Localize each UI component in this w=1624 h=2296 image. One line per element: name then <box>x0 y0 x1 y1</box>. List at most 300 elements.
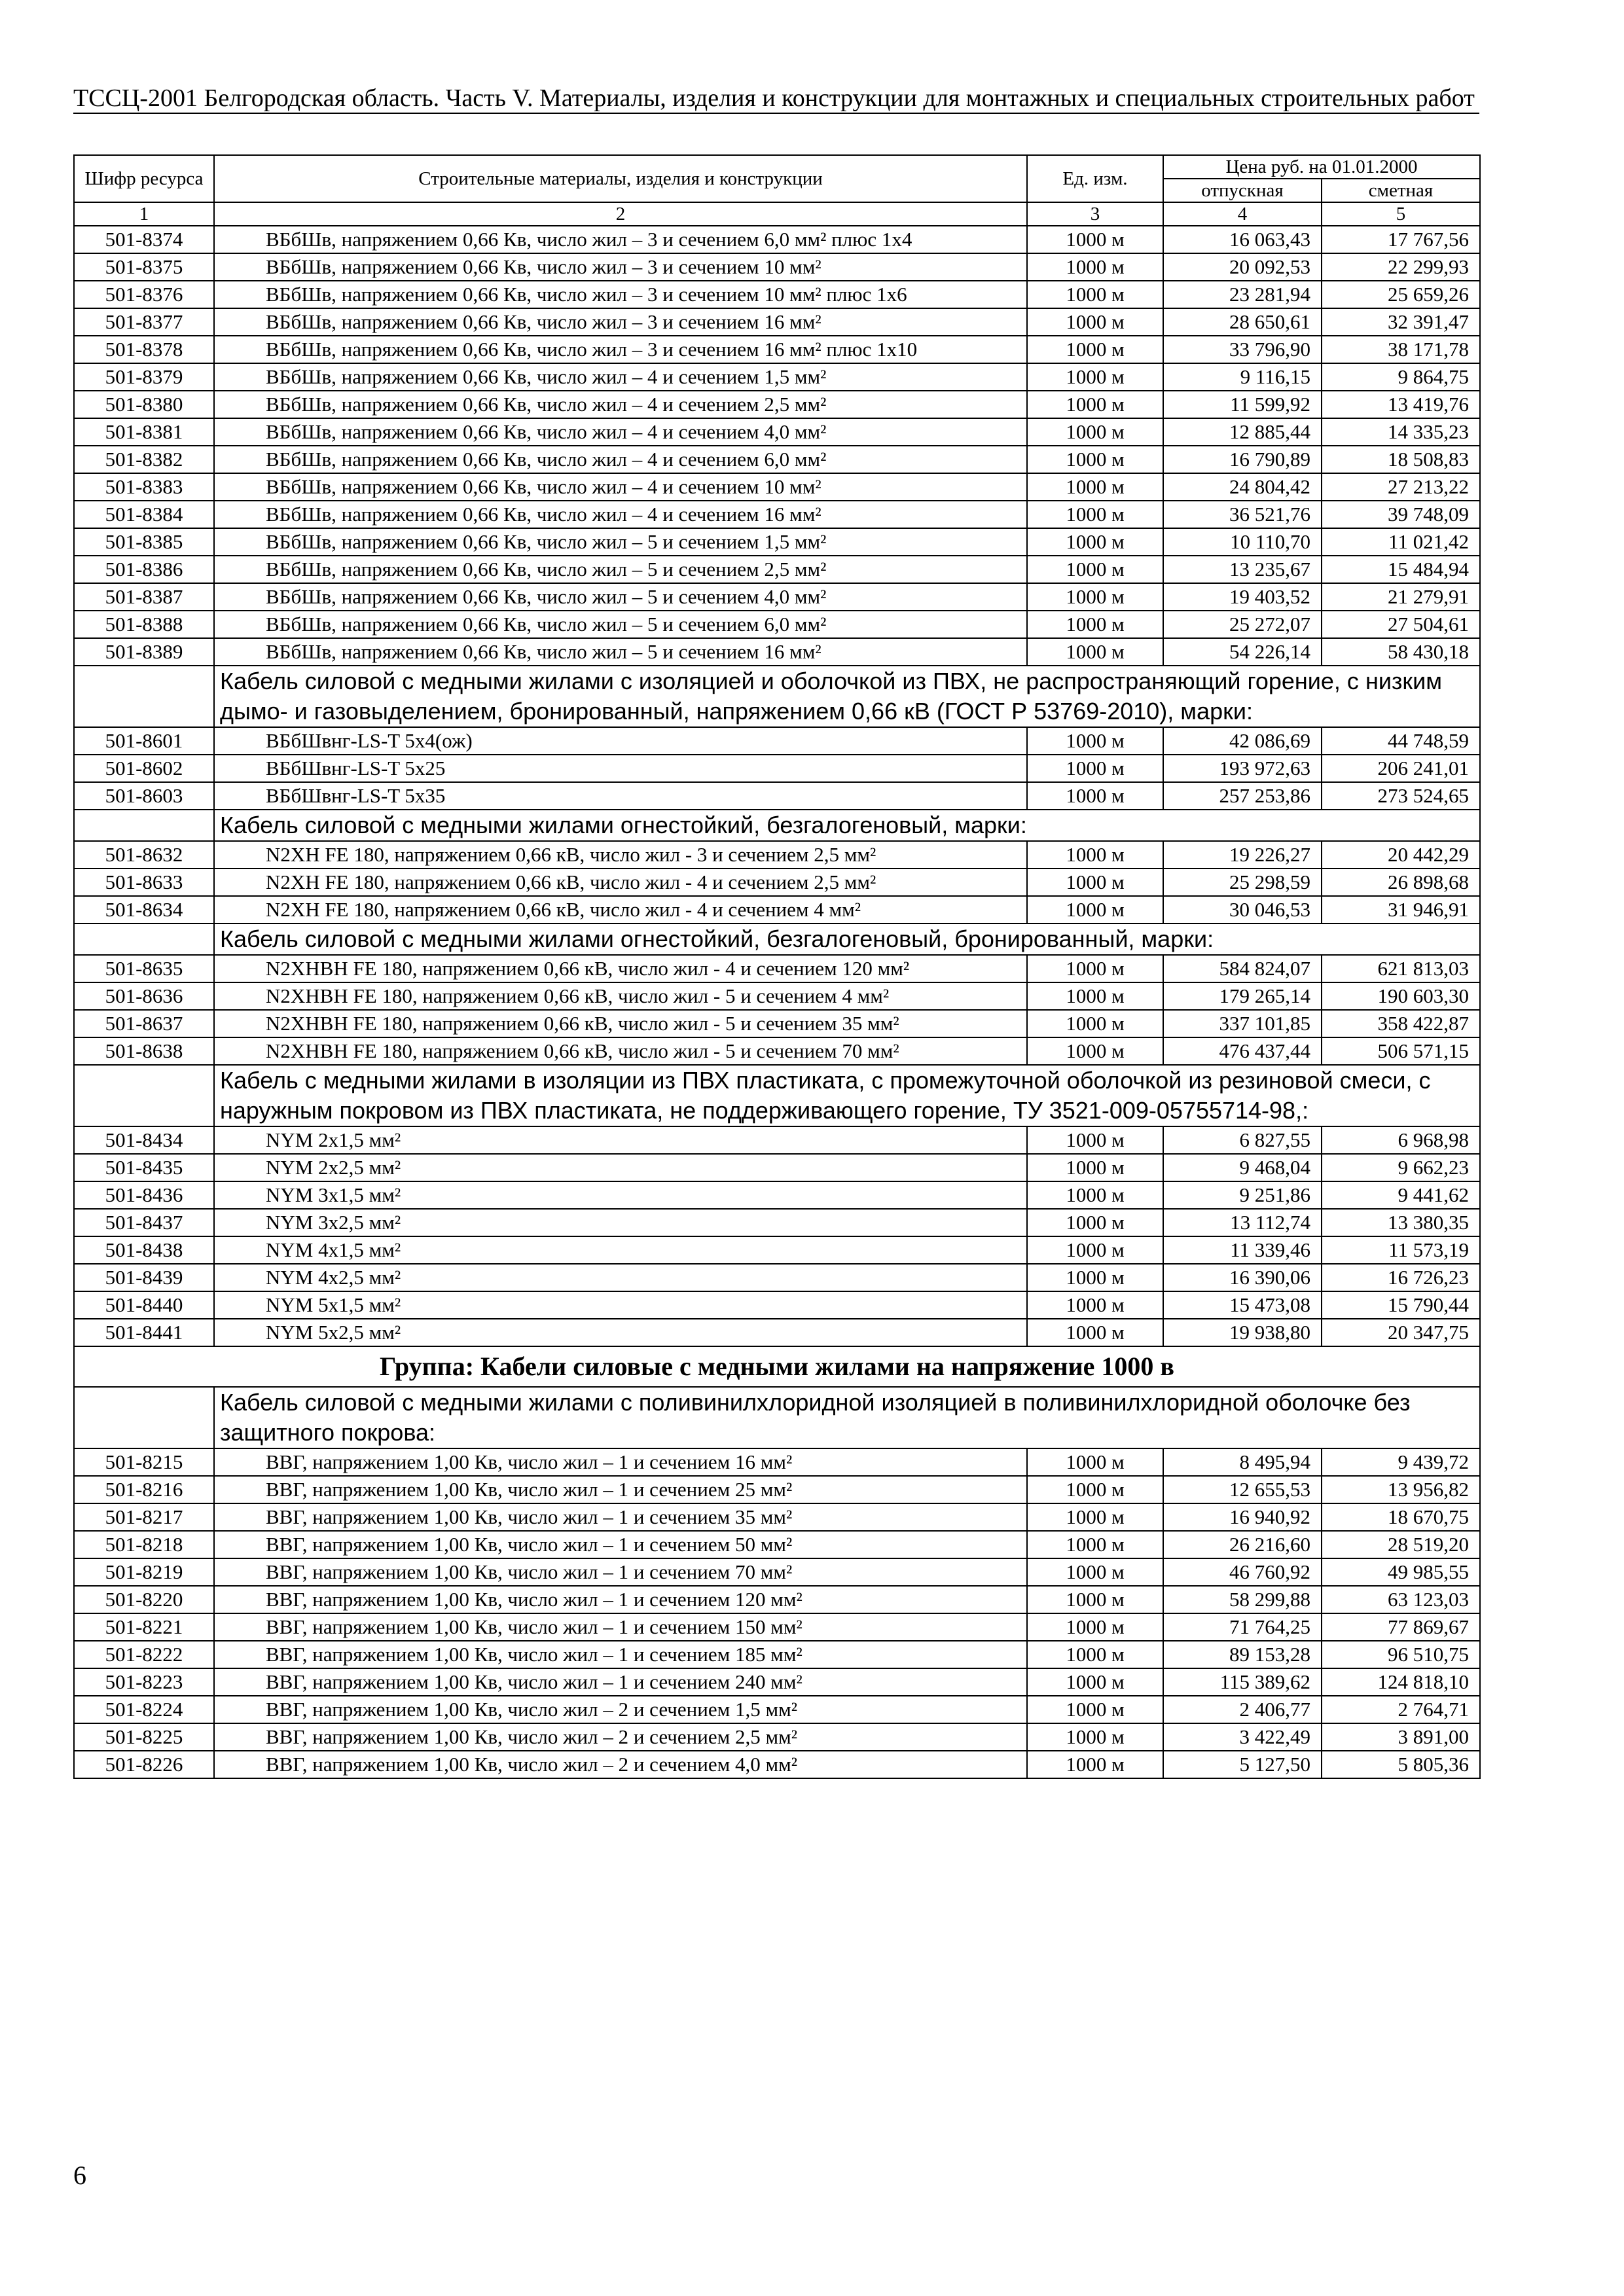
estimate-price: 77 869,67 <box>1322 1613 1480 1641</box>
unit-cell: 1000 м <box>1027 391 1163 418</box>
unit-cell: 1000 м <box>1027 336 1163 363</box>
resource-code: 501-8215 <box>74 1448 214 1476</box>
resource-code: 501-8379 <box>74 363 214 391</box>
section-label: Кабель силовой с медными жилами огнестойкий, безгалогеновый, бронированный, марки: <box>214 924 1480 955</box>
page-number: 6 <box>73 2161 86 2190</box>
material-name: ВБбШв, напряжением 0,66 Кв, число жил – 5 и сечением 2,5 мм² <box>214 556 1027 583</box>
release-price: 179 265,14 <box>1163 982 1322 1010</box>
material-name: ВБбШв, напряжением 0,66 Кв, число жил – 3 и сечением 6,0 мм² плюс 1х4 <box>214 226 1027 253</box>
release-price: 33 796,90 <box>1163 336 1322 363</box>
table-row <box>74 896 1480 924</box>
section-row <box>74 924 1480 955</box>
material-name: NYM 5х1,5 мм² <box>214 1291 1027 1319</box>
material-name: ВБбШв, напряжением 0,66 Кв, число жил – 3 и сечением 10 мм² <box>214 253 1027 281</box>
estimate-price: 22 299,93 <box>1322 253 1480 281</box>
estimate-price: 621 813,03 <box>1322 955 1480 982</box>
section-spacer <box>74 1065 214 1126</box>
release-price: 3 422,49 <box>1163 1723 1322 1751</box>
estimate-price: 9 662,23 <box>1322 1154 1480 1181</box>
section-label: Кабель силовой с медными жилами огнестойкий, безгалогеновый, марки: <box>214 810 1480 841</box>
table-row <box>74 1613 1480 1641</box>
resource-code: 501-8387 <box>74 583 214 611</box>
unit-cell: 1000 м <box>1027 473 1163 501</box>
material-name: ВВГ, напряжением 1,00 Кв, число жил – 2 и сечением 2,5 мм² <box>214 1723 1027 1751</box>
table-row <box>74 446 1480 473</box>
table-row <box>74 1531 1480 1558</box>
resource-code: 501-8217 <box>74 1503 214 1531</box>
table-row <box>74 1209 1480 1236</box>
material-name: N2XH FE 180, напряжением 0,66 кВ, число жил - 3 и сечением 2,5 мм² <box>214 841 1027 869</box>
release-price: 36 521,76 <box>1163 501 1322 528</box>
price-table <box>73 154 1481 1779</box>
unit-cell: 1000 м <box>1027 1126 1163 1154</box>
material-name: ВВГ, напряжением 1,00 Кв, число жил – 1 и сечением 185 мм² <box>214 1641 1027 1668</box>
release-price: 13 235,67 <box>1163 556 1322 583</box>
estimate-price: 39 748,09 <box>1322 501 1480 528</box>
resource-code: 501-8220 <box>74 1586 214 1613</box>
estimate-price: 20 442,29 <box>1322 841 1480 869</box>
unit-cell: 1000 м <box>1027 226 1163 253</box>
material-name: ВВГ, напряжением 1,00 Кв, число жил – 1 и сечением 70 мм² <box>214 1558 1027 1586</box>
estimate-price: 506 571,15 <box>1322 1037 1480 1065</box>
release-price: 337 101,85 <box>1163 1010 1322 1037</box>
release-price: 19 226,27 <box>1163 841 1322 869</box>
material-name: ВБбШв, напряжением 0,66 Кв, число жил – 5 и сечением 4,0 мм² <box>214 583 1027 611</box>
estimate-price: 16 726,23 <box>1322 1264 1480 1291</box>
resource-code: 501-8632 <box>74 841 214 869</box>
unit-cell: 1000 м <box>1027 583 1163 611</box>
material-name: ВВГ, напряжением 1,00 Кв, число жил – 1 и сечением 35 мм² <box>214 1503 1027 1531</box>
release-price: 11 339,46 <box>1163 1236 1322 1264</box>
release-price: 46 760,92 <box>1163 1558 1322 1586</box>
release-price: 12 885,44 <box>1163 418 1322 446</box>
unit-cell: 1000 м <box>1027 1668 1163 1696</box>
unit-cell: 1000 м <box>1027 556 1163 583</box>
unit-cell: 1000 м <box>1027 1558 1163 1586</box>
material-name: ВВГ, напряжением 1,00 Кв, число жил – 1 и сечением 50 мм² <box>214 1531 1027 1558</box>
release-price: 9 468,04 <box>1163 1154 1322 1181</box>
release-price: 19 403,52 <box>1163 583 1322 611</box>
material-name: ВБбШв, напряжением 0,66 Кв, число жил – 3 и сечением 16 мм² плюс 1х10 <box>214 336 1027 363</box>
resource-code: 501-8638 <box>74 1037 214 1065</box>
release-price: 9 116,15 <box>1163 363 1322 391</box>
table-row <box>74 611 1480 638</box>
estimate-price: 49 985,55 <box>1322 1558 1480 1586</box>
unit-cell: 1000 м <box>1027 1531 1163 1558</box>
release-price: 89 153,28 <box>1163 1641 1322 1668</box>
release-price: 476 437,44 <box>1163 1037 1322 1065</box>
section-row <box>74 810 1480 841</box>
unit-cell: 1000 м <box>1027 1010 1163 1037</box>
unit-cell: 1000 м <box>1027 253 1163 281</box>
release-price: 23 281,94 <box>1163 281 1322 308</box>
material-name: N2XHBH FE 180, напряжением 0,66 кВ, число жил - 5 и сечением 35 мм² <box>214 1010 1027 1037</box>
resource-code: 501-8601 <box>74 727 214 755</box>
unit-cell: 1000 м <box>1027 1613 1163 1641</box>
resource-code: 501-8226 <box>74 1751 214 1778</box>
unit-cell: 1000 м <box>1027 363 1163 391</box>
table-row <box>74 982 1480 1010</box>
table-row <box>74 226 1480 253</box>
estimate-price: 27 504,61 <box>1322 611 1480 638</box>
resource-code: 501-8434 <box>74 1126 214 1154</box>
material-name: NYM 2х2,5 мм² <box>214 1154 1027 1181</box>
release-price: 42 086,69 <box>1163 727 1322 755</box>
estimate-price: 15 484,94 <box>1322 556 1480 583</box>
resource-code: 501-8383 <box>74 473 214 501</box>
estimate-price: 13 419,76 <box>1322 391 1480 418</box>
estimate-price: 18 508,83 <box>1322 446 1480 473</box>
section-label: Кабель силовой с медными жилами с поливинилхлоридной изоляцией в поливинилхлоридной оболочке без защитного покрова: <box>214 1387 1480 1448</box>
table-row <box>74 1181 1480 1209</box>
unit-cell: 1000 м <box>1027 1503 1163 1531</box>
estimate-price: 25 659,26 <box>1322 281 1480 308</box>
unit-cell: 1000 м <box>1027 1586 1163 1613</box>
estimate-price: 2 764,71 <box>1322 1696 1480 1723</box>
material-name: ВБбШв, напряжением 0,66 Кв, число жил – 4 и сечением 10 мм² <box>214 473 1027 501</box>
table-row <box>74 1723 1480 1751</box>
resource-code: 501-8440 <box>74 1291 214 1319</box>
table-header <box>74 155 1480 226</box>
estimate-price: 273 524,65 <box>1322 782 1480 810</box>
estimate-price: 358 422,87 <box>1322 1010 1480 1037</box>
unit-cell: 1000 м <box>1027 782 1163 810</box>
material-name: ВВГ, напряжением 1,00 Кв, число жил – 1 и сечением 120 мм² <box>214 1586 1027 1613</box>
section-label: Кабель силовой с медными жилами с изоляцией и оболочкой из ПВХ, не распространяющий горение, с низким дымо- и газовыделением, бронированный, напряжением 0,66 кВ (ГОСТ Р 53769-2010), марки: <box>214 666 1480 727</box>
table-row <box>74 1476 1480 1503</box>
release-price: 9 251,86 <box>1163 1181 1322 1209</box>
resource-code: 501-8224 <box>74 1696 214 1723</box>
estimate-price: 32 391,47 <box>1322 308 1480 336</box>
estimate-price: 6 968,98 <box>1322 1126 1480 1154</box>
material-name: N2XH FE 180, напряжением 0,66 кВ, число жил - 4 и сечением 4 мм² <box>214 896 1027 924</box>
resource-code: 501-8602 <box>74 755 214 782</box>
unit-cell: 1000 м <box>1027 1209 1163 1236</box>
release-price: 30 046,53 <box>1163 896 1322 924</box>
release-price: 16 063,43 <box>1163 226 1322 253</box>
table-row <box>74 869 1480 896</box>
table-row <box>74 638 1480 666</box>
unit-cell: 1000 м <box>1027 1264 1163 1291</box>
estimate-price: 58 430,18 <box>1322 638 1480 666</box>
release-price: 16 940,92 <box>1163 1503 1322 1531</box>
table-row <box>74 253 1480 281</box>
resource-code: 501-8436 <box>74 1181 214 1209</box>
release-price: 20 092,53 <box>1163 253 1322 281</box>
release-price: 54 226,14 <box>1163 638 1322 666</box>
resource-code: 501-8219 <box>74 1558 214 1586</box>
release-price: 584 824,07 <box>1163 955 1322 982</box>
unit-cell: 1000 м <box>1027 638 1163 666</box>
resource-code: 501-8216 <box>74 1476 214 1503</box>
material-name: ВБбШв, напряжением 0,66 Кв, число жил – 4 и сечением 2,5 мм² <box>214 391 1027 418</box>
unit-cell: 1000 м <box>1027 308 1163 336</box>
unit-cell: 1000 м <box>1027 418 1163 446</box>
resource-code: 501-8221 <box>74 1613 214 1641</box>
estimate-price: 9 441,62 <box>1322 1181 1480 1209</box>
table-row <box>74 1696 1480 1723</box>
estimate-price: 21 279,91 <box>1322 583 1480 611</box>
column-number: 2 <box>214 202 1027 226</box>
unit-cell: 1000 м <box>1027 1476 1163 1503</box>
unit-cell: 1000 м <box>1027 1723 1163 1751</box>
unit-cell: 1000 м <box>1027 982 1163 1010</box>
table-row <box>74 1010 1480 1037</box>
release-price: 257 253,86 <box>1163 782 1322 810</box>
estimate-price: 13 380,35 <box>1322 1209 1480 1236</box>
estimate-price: 27 213,22 <box>1322 473 1480 501</box>
resource-code: 501-8223 <box>74 1668 214 1696</box>
release-price: 25 272,07 <box>1163 611 1322 638</box>
material-name: N2XHBH FE 180, напряжением 0,66 кВ, число жил - 5 и сечением 70 мм² <box>214 1037 1027 1065</box>
resource-code: 501-8376 <box>74 281 214 308</box>
table-row <box>74 1448 1480 1476</box>
group-row <box>74 1346 1480 1387</box>
unit-cell: 1000 м <box>1027 1696 1163 1723</box>
section-label: Кабель с медными жилами в изоляции из ПВХ пластиката, с промежуточной оболочкой из резиновой смеси, с наружным покровом из ПВХ пластиката, не поддерживающего горение, ТУ 3521-009-05755714-98,: <box>214 1065 1480 1126</box>
estimate-price: 96 510,75 <box>1322 1641 1480 1668</box>
section-row <box>74 666 1480 727</box>
estimate-price: 206 241,01 <box>1322 755 1480 782</box>
estimate-price: 9 439,72 <box>1322 1448 1480 1476</box>
table-row <box>74 1037 1480 1065</box>
resource-code: 501-8225 <box>74 1723 214 1751</box>
table-row <box>74 955 1480 982</box>
unit-cell: 1000 м <box>1027 955 1163 982</box>
estimate-price: 31 946,91 <box>1322 896 1480 924</box>
estimate-price: 11 021,42 <box>1322 528 1480 556</box>
estimate-price: 3 891,00 <box>1322 1723 1480 1751</box>
table-row <box>74 418 1480 446</box>
release-price: 13 112,74 <box>1163 1209 1322 1236</box>
column-number: 5 <box>1322 202 1480 226</box>
material-name: ВБбШв, напряжением 0,66 Кв, число жил – 5 и сечением 6,0 мм² <box>214 611 1027 638</box>
material-name: ВБбШвнг-LS-T 5х4(ож) <box>214 727 1027 755</box>
column-header-unit: Ед. изм. <box>1027 155 1163 202</box>
material-name: N2XHBH FE 180, напряжением 0,66 кВ, число жил - 5 и сечением 4 мм² <box>214 982 1027 1010</box>
resource-code: 501-8382 <box>74 446 214 473</box>
estimate-price: 20 347,75 <box>1322 1319 1480 1346</box>
release-price: 12 655,53 <box>1163 1476 1322 1503</box>
estimate-price: 5 805,36 <box>1322 1751 1480 1778</box>
table-row <box>74 336 1480 363</box>
resource-code: 501-8437 <box>74 1209 214 1236</box>
material-name: ВБбШв, напряжением 0,66 Кв, число жил – 5 и сечением 16 мм² <box>214 638 1027 666</box>
material-name: ВВГ, напряжением 1,00 Кв, число жил – 2 и сечением 4,0 мм² <box>214 1751 1027 1778</box>
material-name: ВВГ, напряжением 1,00 Кв, число жил – 1 и сечением 240 мм² <box>214 1668 1027 1696</box>
column-number: 4 <box>1163 202 1322 226</box>
resource-code: 501-8634 <box>74 896 214 924</box>
material-name: ВБбШвнг-LS-T 5х35 <box>214 782 1027 810</box>
estimate-price: 124 818,10 <box>1322 1668 1480 1696</box>
column-number: 3 <box>1027 202 1163 226</box>
resource-code: 501-8389 <box>74 638 214 666</box>
unit-cell: 1000 м <box>1027 528 1163 556</box>
table-row <box>74 501 1480 528</box>
material-name: NYM 4х2,5 мм² <box>214 1264 1027 1291</box>
estimate-price: 18 670,75 <box>1322 1503 1480 1531</box>
section-spacer <box>74 924 214 955</box>
resource-code: 501-8637 <box>74 1010 214 1037</box>
estimate-price: 44 748,59 <box>1322 727 1480 755</box>
material-name: N2XHBH FE 180, напряжением 0,66 кВ, число жил - 4 и сечением 120 мм² <box>214 955 1027 982</box>
column-header-price: Цена руб. на 01.01.2000 <box>1163 155 1480 179</box>
estimate-price: 13 956,82 <box>1322 1476 1480 1503</box>
resource-code: 501-8635 <box>74 955 214 982</box>
resource-code: 501-8384 <box>74 501 214 528</box>
material-name: ВВГ, напряжением 1,00 Кв, число жил – 2 и сечением 1,5 мм² <box>214 1696 1027 1723</box>
release-price: 10 110,70 <box>1163 528 1322 556</box>
unit-cell: 1000 м <box>1027 1154 1163 1181</box>
page-header-title: ТССЦ-2001 Белгородская область. Часть V. Материалы, изделия и конструкции для монтажных и специальных строительных работ <box>73 84 1479 114</box>
unit-cell: 1000 м <box>1027 446 1163 473</box>
table-row <box>74 1264 1480 1291</box>
table-row <box>74 1291 1480 1319</box>
material-name: NYM 3х1,5 мм² <box>214 1181 1027 1209</box>
unit-cell: 1000 м <box>1027 896 1163 924</box>
material-name: NYM 5х2,5 мм² <box>214 1319 1027 1346</box>
release-price: 5 127,50 <box>1163 1751 1322 1778</box>
table-row <box>74 1668 1480 1696</box>
resource-code: 501-8381 <box>74 418 214 446</box>
release-price: 58 299,88 <box>1163 1586 1322 1613</box>
material-name: ВБбШв, напряжением 0,66 Кв, число жил – 3 и сечением 16 мм² <box>214 308 1027 336</box>
table-row <box>74 308 1480 336</box>
table-row <box>74 755 1480 782</box>
table-row <box>74 841 1480 869</box>
material-name: ВВГ, напряжением 1,00 Кв, число жил – 1 и сечением 16 мм² <box>214 1448 1027 1476</box>
table-row <box>74 1154 1480 1181</box>
table-row <box>74 528 1480 556</box>
resource-code: 501-8375 <box>74 253 214 281</box>
estimate-price: 38 171,78 <box>1322 336 1480 363</box>
resource-code: 501-8386 <box>74 556 214 583</box>
unit-cell: 1000 м <box>1027 755 1163 782</box>
unit-cell: 1000 м <box>1027 281 1163 308</box>
resource-code: 501-8377 <box>74 308 214 336</box>
unit-cell: 1000 м <box>1027 841 1163 869</box>
release-price: 193 972,63 <box>1163 755 1322 782</box>
release-price: 16 390,06 <box>1163 1264 1322 1291</box>
section-row <box>74 1065 1480 1126</box>
estimate-price: 26 898,68 <box>1322 869 1480 896</box>
release-price: 19 938,80 <box>1163 1319 1322 1346</box>
section-spacer <box>74 810 214 841</box>
unit-cell: 1000 м <box>1027 1448 1163 1476</box>
unit-cell: 1000 м <box>1027 1751 1163 1778</box>
unit-cell: 1000 м <box>1027 1641 1163 1668</box>
section-spacer <box>74 1387 214 1448</box>
resource-code: 501-8603 <box>74 782 214 810</box>
resource-code: 501-8388 <box>74 611 214 638</box>
release-price: 26 216,60 <box>1163 1531 1322 1558</box>
release-price: 6 827,55 <box>1163 1126 1322 1154</box>
unit-cell: 1000 м <box>1027 727 1163 755</box>
resource-code: 501-8222 <box>74 1641 214 1668</box>
section-row <box>74 1387 1480 1448</box>
material-name: N2XH FE 180, напряжением 0,66 кВ, число жил - 4 и сечением 2,5 мм² <box>214 869 1027 896</box>
material-name: ВБбШвнг-LS-T 5х25 <box>214 755 1027 782</box>
material-name: ВБбШв, напряжением 0,66 Кв, число жил – 3 и сечением 10 мм² плюс 1х6 <box>214 281 1027 308</box>
material-name: NYM 4х1,5 мм² <box>214 1236 1027 1264</box>
release-price: 71 764,25 <box>1163 1613 1322 1641</box>
resource-code: 501-8378 <box>74 336 214 363</box>
unit-cell: 1000 м <box>1027 1037 1163 1065</box>
resource-code: 501-8636 <box>74 982 214 1010</box>
table-row <box>74 1236 1480 1264</box>
resource-code: 501-8435 <box>74 1154 214 1181</box>
table-row <box>74 727 1480 755</box>
resource-code: 501-8380 <box>74 391 214 418</box>
resource-code: 501-8439 <box>74 1264 214 1291</box>
table-row <box>74 391 1480 418</box>
material-name: ВБбШв, напряжением 0,66 Кв, число жил – 4 и сечением 16 мм² <box>214 501 1027 528</box>
unit-cell: 1000 м <box>1027 501 1163 528</box>
table-row <box>74 782 1480 810</box>
column-header-estimate: сметная <box>1322 179 1480 202</box>
section-spacer <box>74 666 214 727</box>
table-row <box>74 281 1480 308</box>
material-name: NYM 3х2,5 мм² <box>214 1209 1027 1236</box>
unit-cell: 1000 м <box>1027 869 1163 896</box>
column-header-code: Шифр ресурса <box>74 155 214 202</box>
unit-cell: 1000 м <box>1027 1236 1163 1264</box>
resource-code: 501-8385 <box>74 528 214 556</box>
estimate-price: 11 573,19 <box>1322 1236 1480 1264</box>
material-name: ВБбШв, напряжением 0,66 Кв, число жил – 4 и сечением 1,5 мм² <box>214 363 1027 391</box>
material-name: NYM 2х1,5 мм² <box>214 1126 1027 1154</box>
release-price: 24 804,42 <box>1163 473 1322 501</box>
release-price: 15 473,08 <box>1163 1291 1322 1319</box>
resource-code: 501-8441 <box>74 1319 214 1346</box>
group-title: Группа: Кабели силовые с медными жилами на напряжение 1000 в <box>74 1346 1480 1387</box>
resource-code: 501-8633 <box>74 869 214 896</box>
release-price: 16 790,89 <box>1163 446 1322 473</box>
unit-cell: 1000 м <box>1027 1319 1163 1346</box>
unit-cell: 1000 м <box>1027 611 1163 638</box>
table-row <box>74 583 1480 611</box>
table-row <box>74 1126 1480 1154</box>
column-header-release: отпускная <box>1163 179 1322 202</box>
table-row <box>74 1641 1480 1668</box>
material-name: ВБбШв, напряжением 0,66 Кв, число жил – 4 и сечением 4,0 мм² <box>214 418 1027 446</box>
release-price: 2 406,77 <box>1163 1696 1322 1723</box>
estimate-price: 63 123,03 <box>1322 1586 1480 1613</box>
table-row <box>74 1558 1480 1586</box>
estimate-price: 9 864,75 <box>1322 363 1480 391</box>
resource-code: 501-8218 <box>74 1531 214 1558</box>
estimate-price: 28 519,20 <box>1322 1531 1480 1558</box>
column-header-name: Строительные материалы, изделия и конструкции <box>214 155 1027 202</box>
release-price: 25 298,59 <box>1163 869 1322 896</box>
estimate-price: 17 767,56 <box>1322 226 1480 253</box>
table-body <box>74 226 1480 1778</box>
release-price: 115 389,62 <box>1163 1668 1322 1696</box>
estimate-price: 15 790,44 <box>1322 1291 1480 1319</box>
material-name: ВБбШв, напряжением 0,66 Кв, число жил – 5 и сечением 1,5 мм² <box>214 528 1027 556</box>
release-price: 28 650,61 <box>1163 308 1322 336</box>
resource-code: 501-8374 <box>74 226 214 253</box>
table-row <box>74 1503 1480 1531</box>
estimate-price: 190 603,30 <box>1322 982 1480 1010</box>
table-row <box>74 473 1480 501</box>
table-row <box>74 1751 1480 1778</box>
table-row <box>74 1586 1480 1613</box>
table-row <box>74 363 1480 391</box>
unit-cell: 1000 м <box>1027 1181 1163 1209</box>
release-price: 8 495,94 <box>1163 1448 1322 1476</box>
table-row <box>74 556 1480 583</box>
